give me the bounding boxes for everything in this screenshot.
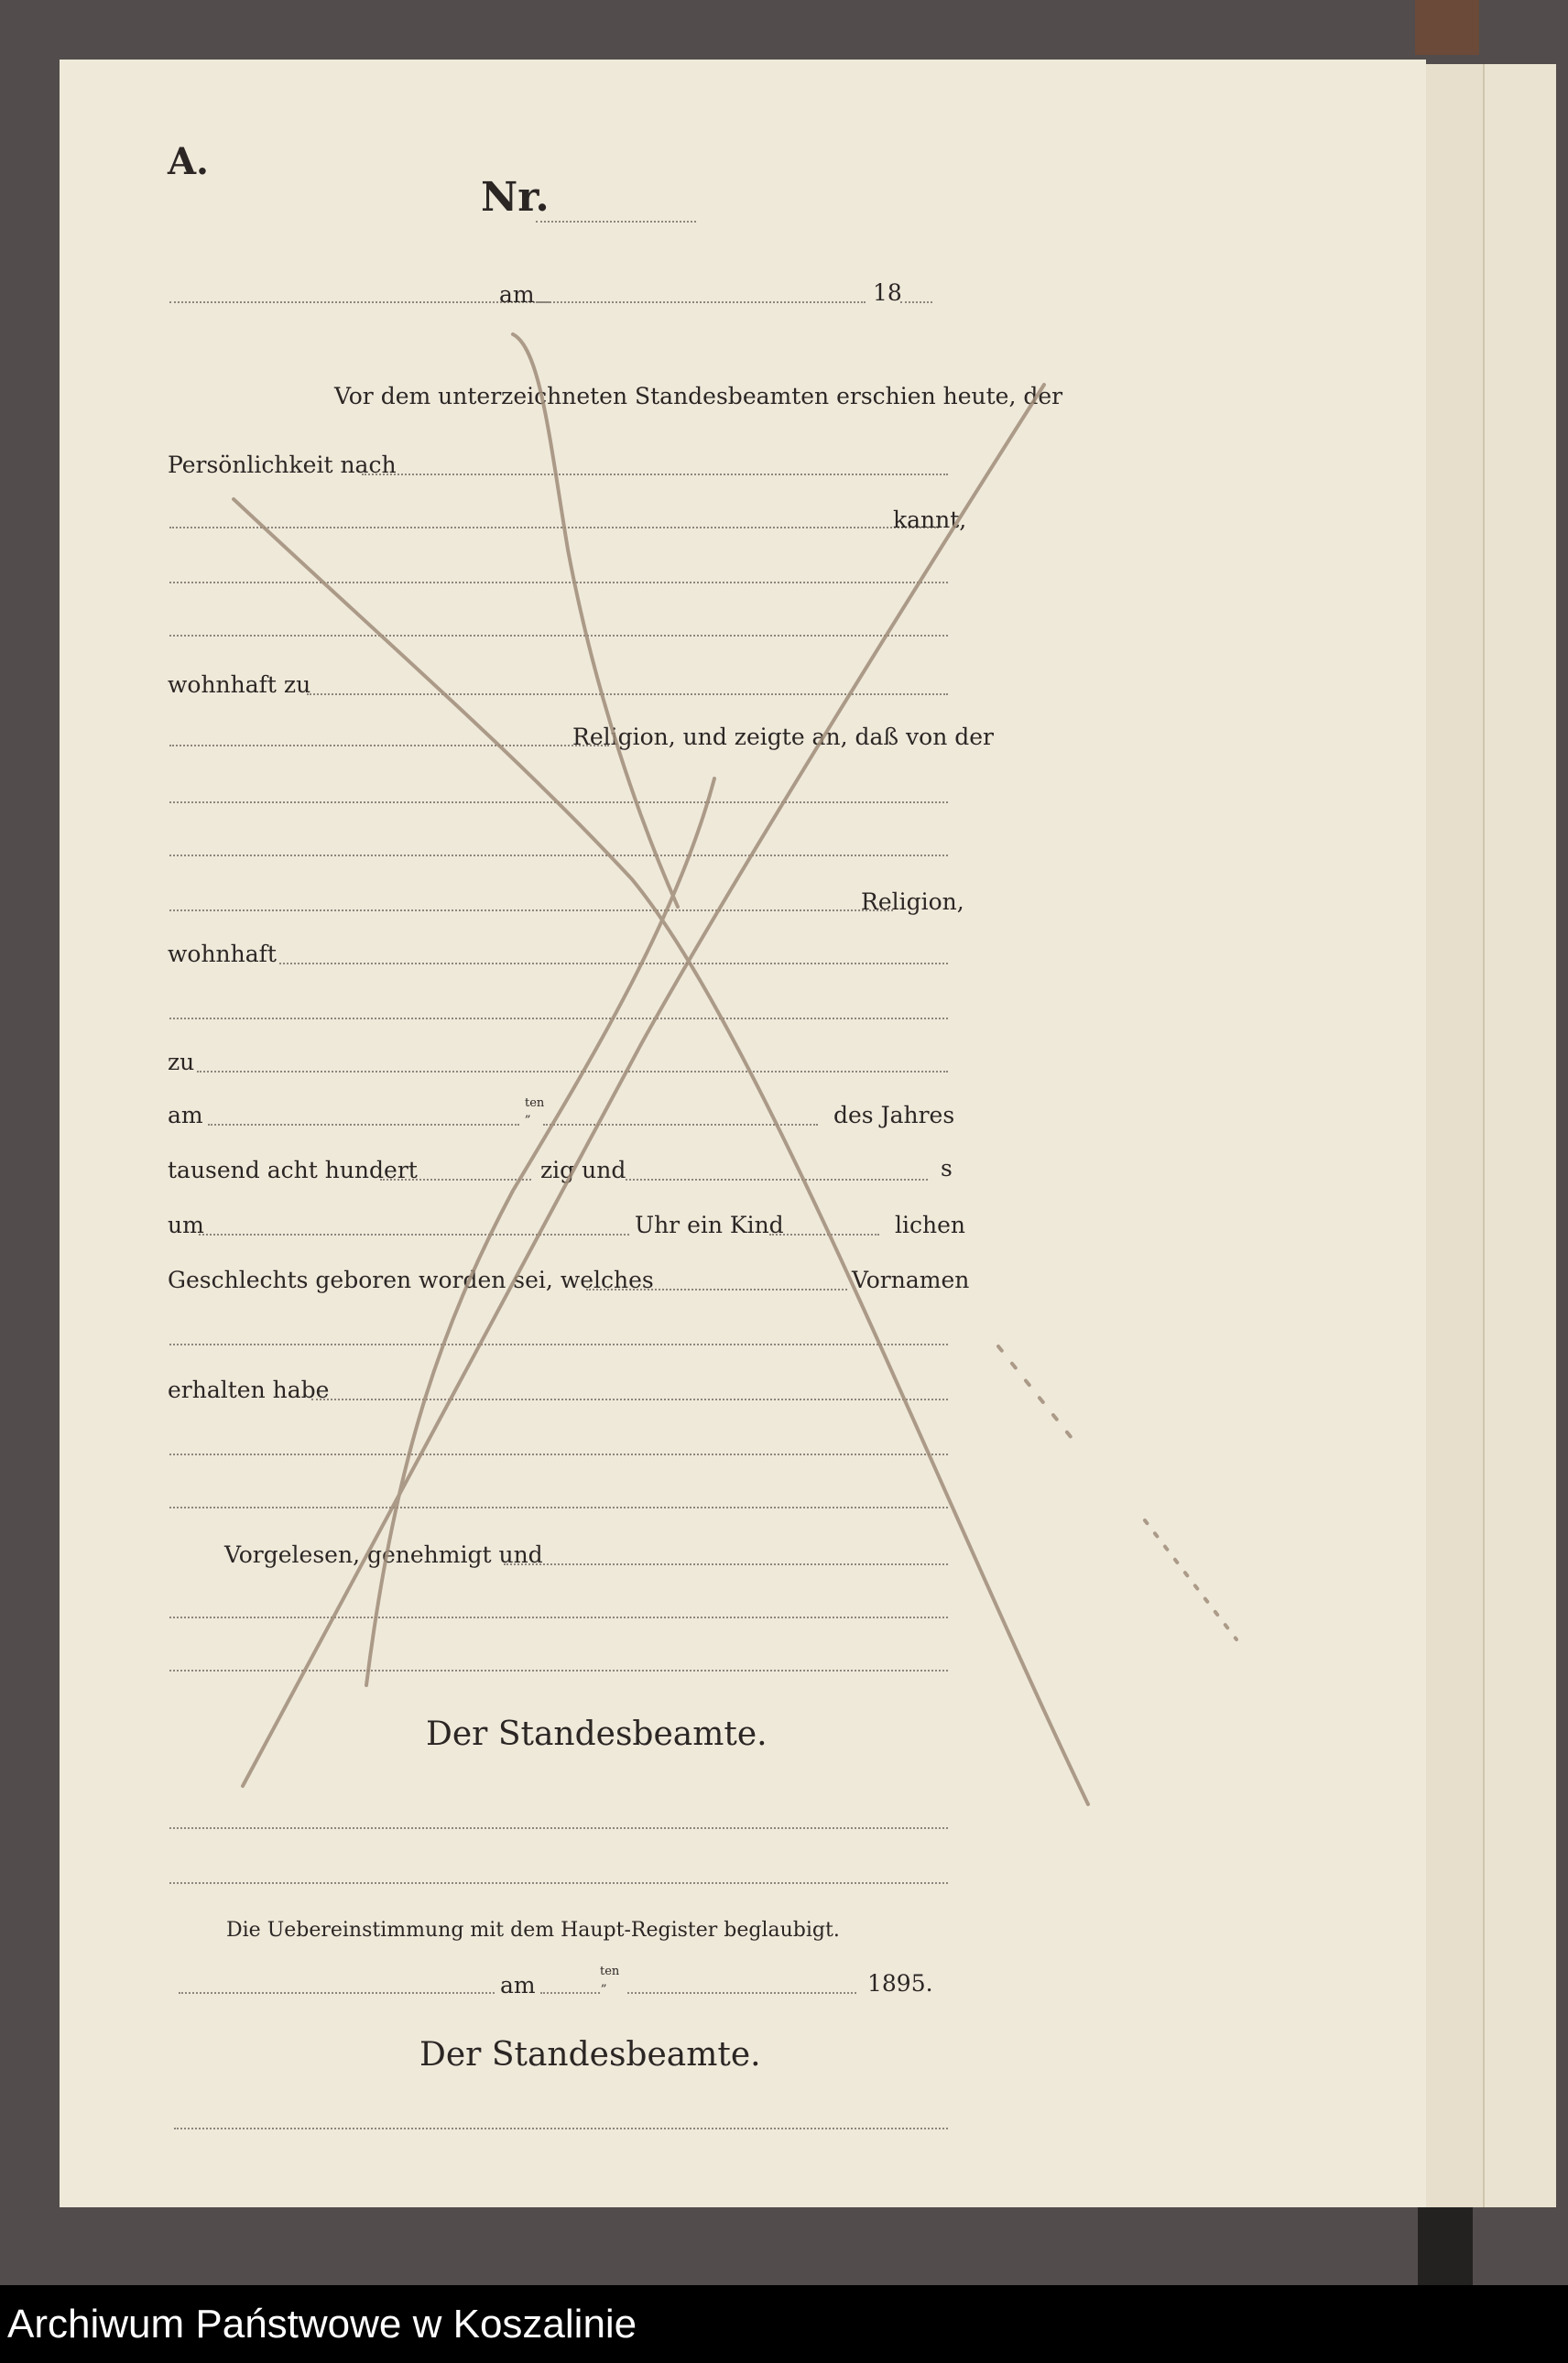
cert-month-line bbox=[627, 1992, 856, 1994]
date-line bbox=[536, 301, 866, 303]
blank-line-9 bbox=[169, 1617, 948, 1618]
year-line bbox=[900, 301, 932, 303]
erhalten-label: erhalten habe bbox=[168, 1377, 330, 1403]
am-label: am bbox=[168, 1102, 203, 1128]
year-prefix: 18 bbox=[873, 279, 902, 306]
cert-place-line bbox=[179, 1992, 495, 1994]
wohnhaft-line bbox=[279, 963, 948, 964]
religion-anzeige-text: Religion, und zeigte an, daß von der bbox=[572, 724, 994, 750]
blank-line-5 bbox=[169, 1018, 948, 1019]
uhr-ein-kind-label: Uhr ein Kind bbox=[635, 1212, 784, 1238]
day-line bbox=[208, 1124, 519, 1126]
page-edge-sliver bbox=[1483, 64, 1556, 2207]
blank-line-8 bbox=[169, 1507, 948, 1508]
unit-line bbox=[626, 1179, 928, 1181]
zu-label: zu bbox=[168, 1049, 195, 1075]
date-am-label: am bbox=[499, 281, 535, 308]
wohnhaft-zu-label: wohnhaft zu bbox=[168, 671, 311, 698]
name-line bbox=[586, 1289, 847, 1290]
standesbeamte-title: Der Standesbeamte. bbox=[426, 1715, 768, 1753]
cert-am-label: am bbox=[500, 1972, 536, 1998]
zu-line bbox=[197, 1071, 948, 1073]
kannt-label: kannt, bbox=[893, 506, 967, 533]
religion-2-line bbox=[169, 909, 893, 911]
ten-suffix: ten bbox=[525, 1096, 545, 1110]
number-label: Nr. bbox=[481, 174, 550, 221]
hour-line bbox=[199, 1234, 629, 1236]
blank-line-2 bbox=[169, 635, 948, 637]
personlichkeit-label: Persönlichkeit nach bbox=[168, 452, 397, 478]
erhalten-line bbox=[311, 1399, 948, 1400]
binding-tab bbox=[1415, 0, 1479, 55]
place-line bbox=[169, 301, 550, 303]
uebereinstimmung-text: Die Uebereinstimmung mit dem Haupt-Register beglaubigt. bbox=[226, 1919, 840, 1942]
lichen-label: lichen bbox=[895, 1212, 965, 1238]
religion-label: Religion, bbox=[861, 888, 964, 915]
blank-line-4 bbox=[169, 855, 948, 856]
intro-text: Vor dem unterzeichneten Standesbeamten erschien heute, der bbox=[334, 383, 1063, 409]
um-label: um bbox=[168, 1212, 204, 1238]
cert-year: 1895. bbox=[867, 1970, 933, 1997]
standesbeamte-title-2: Der Standesbeamte. bbox=[419, 2036, 761, 2074]
decade-line bbox=[380, 1179, 531, 1181]
cert-ditto-mark: „ bbox=[601, 1976, 607, 1989]
binding-corner bbox=[1418, 2207, 1473, 2285]
cert-ten-suffix: ten bbox=[600, 1965, 620, 1978]
register-page bbox=[60, 60, 1426, 2207]
kannt-line bbox=[169, 527, 939, 528]
vorgelesen-line bbox=[504, 1563, 948, 1565]
tausend-label: tausend acht hundert bbox=[168, 1157, 418, 1183]
personlichkeit-line bbox=[362, 474, 948, 475]
next-page-edge bbox=[1424, 64, 1554, 2207]
cert-day-line bbox=[540, 1992, 600, 1994]
form-letter: A. bbox=[168, 140, 209, 183]
zig-und-label: zig und bbox=[540, 1157, 626, 1183]
wohnhaft-label: wohnhaft bbox=[168, 941, 277, 967]
des-jahres-label: des Jahres bbox=[833, 1102, 955, 1128]
number-line bbox=[536, 221, 696, 223]
blank-line-1 bbox=[169, 582, 948, 583]
religion-line bbox=[169, 745, 609, 746]
blank-line-10 bbox=[169, 1670, 948, 1672]
month-line bbox=[543, 1124, 818, 1126]
blank-line-7 bbox=[169, 1454, 948, 1455]
archive-name: Archiwum Państwowe w Koszalinie bbox=[7, 2302, 637, 2347]
blank-line-3 bbox=[169, 801, 948, 803]
signature-line bbox=[169, 1827, 948, 1829]
archive-footer bbox=[0, 2285, 1568, 2363]
wohnhaft-zu-line bbox=[307, 693, 948, 695]
cert-signature-line bbox=[174, 2128, 948, 2129]
blank-line-6 bbox=[169, 1344, 948, 1345]
geschlechts-text: Geschlechts geboren worden sei, welches bbox=[168, 1267, 654, 1293]
vorgelesen-text: Vorgelesen, genehmigt und bbox=[224, 1541, 543, 1568]
vornamen-label: Vornamen bbox=[852, 1267, 970, 1293]
s-suffix: s bbox=[941, 1155, 953, 1182]
blank-line-11 bbox=[169, 1882, 948, 1884]
sex-line bbox=[769, 1234, 879, 1236]
ditto-mark: „ bbox=[525, 1106, 531, 1120]
